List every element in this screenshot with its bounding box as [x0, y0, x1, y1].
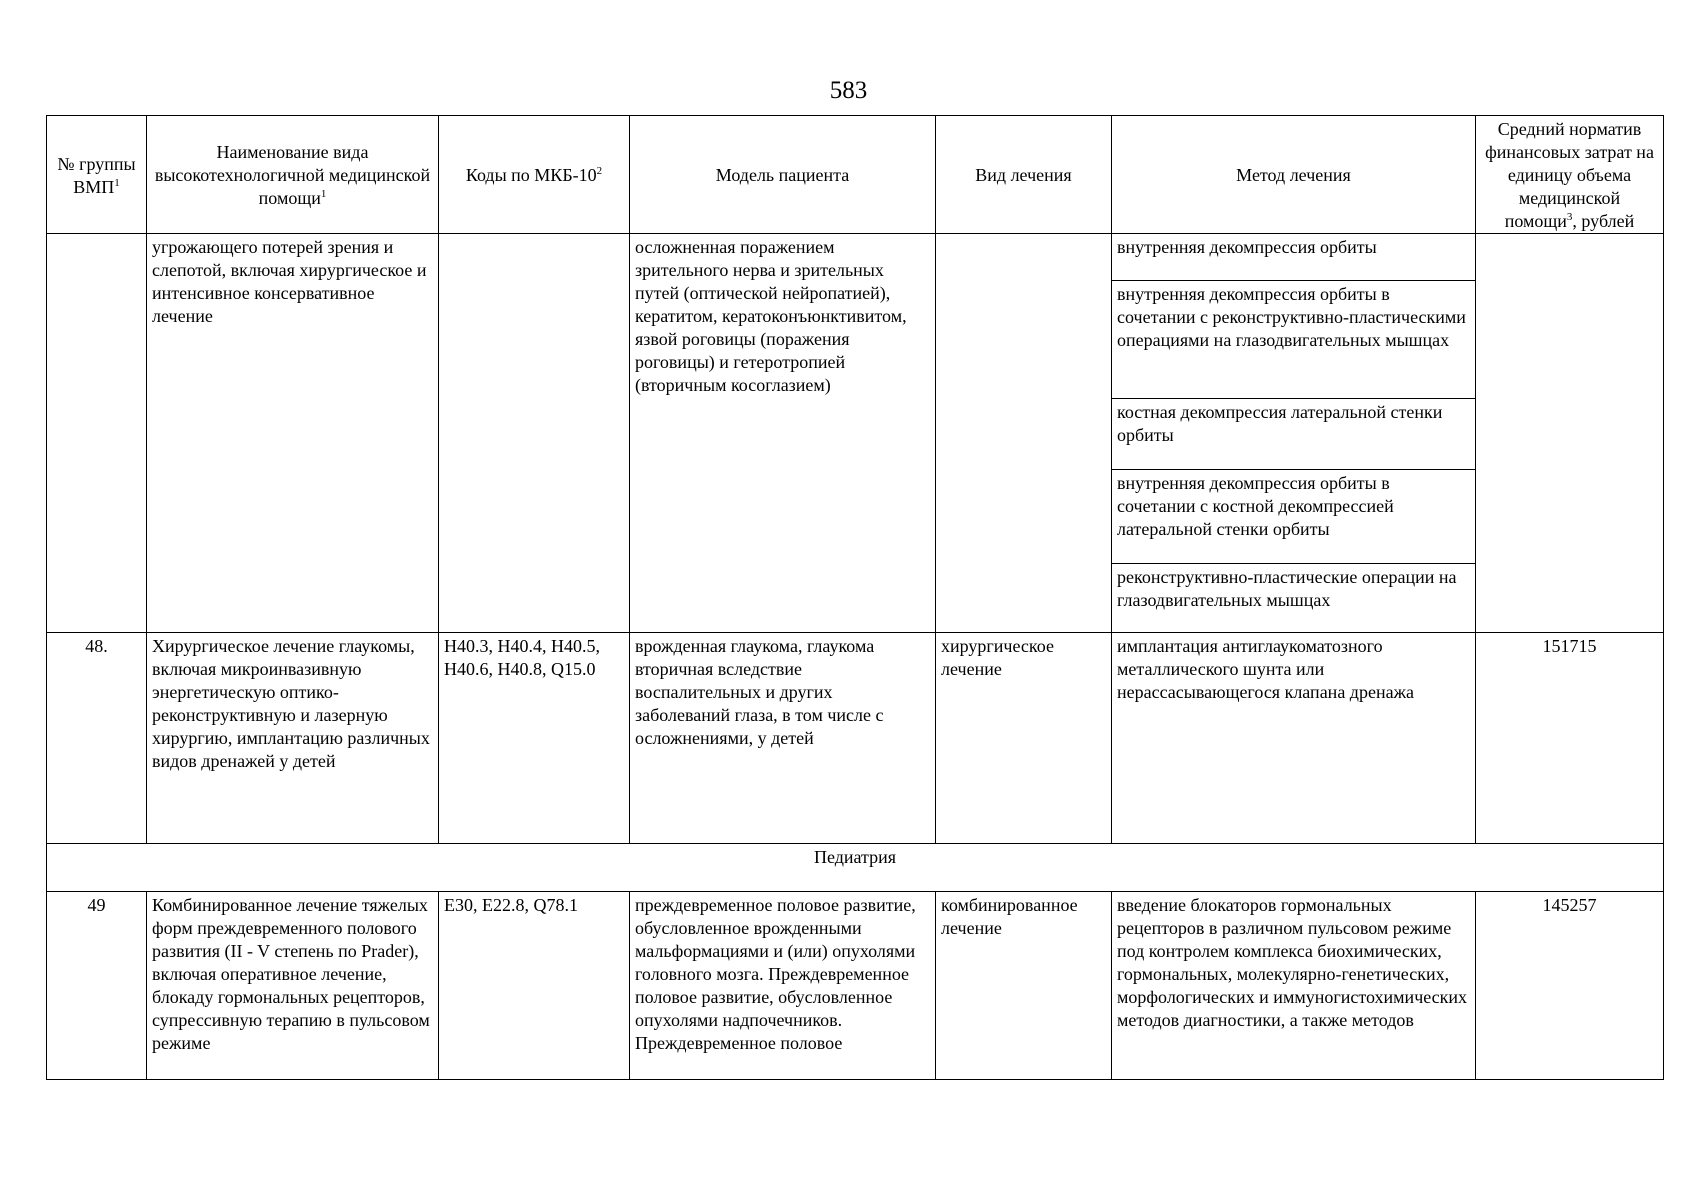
cell-treatment-type: комбинированное лечение: [936, 892, 1112, 1080]
vmp-table: [46, 115, 1664, 1080]
cell-cost: [1476, 234, 1664, 633]
page-number: 583: [829, 77, 868, 104]
header-method: Метод лечения: [1112, 116, 1476, 234]
header-codes: Коды по МКБ-$10^2$: [439, 116, 630, 234]
cell-codes: H40.3, H40.4, H40.5, H40.6, H40.8, Q15.0: [439, 633, 630, 844]
header-cost: Средний норматив финансовых затрат на единицу объема медицинской помощи$^3$, рублей: [1476, 116, 1664, 234]
table-row-48: [47, 633, 1664, 844]
cell-cost: 145257: [1476, 892, 1664, 1080]
method-item: внутренняя декомпрессия орбиты: [1112, 234, 1475, 281]
cell-model: осложненная поражением зрительного нерва и зрительных путей (оптической нейропатией), кератитом, кератоконъюнктивитом, язвой роговицы (поражения роговицы) и гетеротропией (вторичным косоглазием): [630, 234, 936, 633]
header-name: Наименование вида высокотехнологичной медицинской помощи$^1$: [147, 116, 439, 234]
section-title: Педиатрия: [47, 844, 1664, 892]
header-model: Модель пациента: [630, 116, 936, 234]
cell-group: 49: [47, 892, 147, 1080]
header-group: № группы ВМП$^1$: [47, 116, 147, 234]
method-item: внутренняя декомпрессия орбиты в сочетании с костной декомпрессией латеральной стенки орбиты: [1112, 470, 1475, 564]
cell-codes: E30, E22.8, Q78.1: [439, 892, 630, 1080]
table-header-row: [47, 116, 1664, 234]
method-item: внутренняя декомпрессия орбиты в сочетании с реконструктивно-пластическими операциями на глазодвигательных мышцах: [1112, 281, 1475, 399]
header-treatment-type: Вид лечения: [936, 116, 1112, 234]
cell-name: Комбинированное лечение тяжелых форм преждевременного полового развития (II - V степень по Prader), включая оперативное лечение, блокаду гормональных рецепторов, супрессивную терапию в пульсовом режиме: [147, 892, 439, 1080]
cell-model: врожденная глаукома, глаукома вторичная вследствие воспалительных и других заболеваний глаза, в том числе с осложнениями, у детей: [630, 633, 936, 844]
table-row-continued: [47, 234, 1664, 633]
cell-cost: 151715: [1476, 633, 1664, 844]
method-item: костная декомпрессия латеральной стенки орбиты: [1112, 399, 1475, 470]
table-row-49: [47, 892, 1664, 1080]
cell-model: преждевременное половое развитие, обусловленное врожденными мальформациями и (или) опухолями головного мозга. Преждевременное половое развитие, обусловленное опухолями надпочечников. Преждевременное половое: [630, 892, 936, 1080]
cell-treatment-type: хирургическое лечение: [936, 633, 1112, 844]
cell-methods: [1112, 234, 1476, 633]
cell-method: имплантация антиглаукоматозного металлического шунта или нерассасывающегося клапана дренажа: [1112, 633, 1476, 844]
cell-group: 48.: [47, 633, 147, 844]
cell-codes: [439, 234, 630, 633]
cell-name: Хирургическое лечение глаукомы, включая микроинвазивную энергетическую оптико-реконструктивную и лазерную хирургию, имплантацию различных видов дренажей у детей: [147, 633, 439, 844]
cell-method: введение блокаторов гормональных рецепторов в различном пульсовом режиме под контролем комплекса биохимических, гормональных, молекулярно-генетических, морфологических и иммуногистохимических методов диагностики, а также методов: [1112, 892, 1476, 1080]
cell-group: [47, 234, 147, 633]
method-item: реконструктивно-пластические операции на глазодвигательных мышцах: [1117, 567, 1457, 610]
cell-name: угрожающего потерей зрения и слепотой, включая хирургическое и интенсивное консервативное лечение: [147, 234, 439, 633]
cell-treatment-type: [936, 234, 1112, 633]
section-row-pediatrics: [47, 844, 1664, 892]
